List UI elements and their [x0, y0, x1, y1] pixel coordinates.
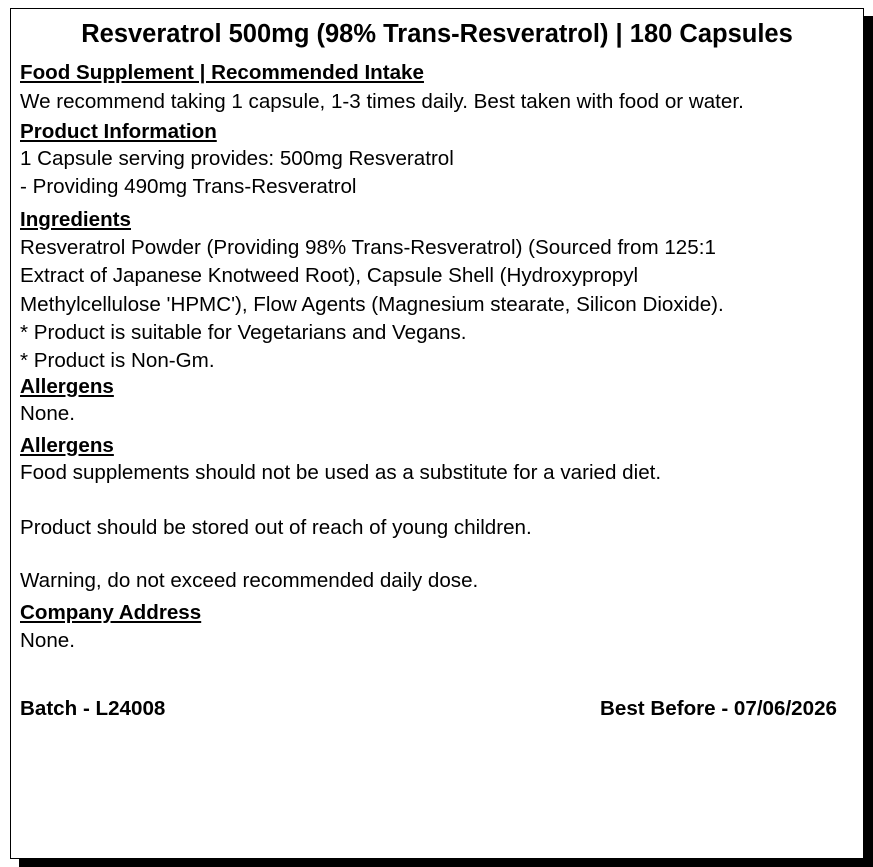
- product-label: [10, 8, 864, 859]
- ingredients-line: Methylcellulose 'HPMC'), Flow Agents (Magnesium stearate, Silicon Dioxide).: [20, 293, 724, 316]
- ingredients-heading: Ingredients: [20, 208, 131, 231]
- ingredients-line: * Product is suitable for Vegetarians and Vegans.: [20, 321, 467, 344]
- allergens-heading: Allergens: [20, 375, 114, 398]
- product-info-line: 1 Capsule serving provides: 500mg Resveratrol: [20, 147, 454, 170]
- warnings-heading: Allergens: [20, 434, 114, 457]
- warning-line: Product should be stored out of reach of young children.: [20, 516, 532, 539]
- intake-text: We recommend taking 1 capsule, 1-3 times daily. Best taken with food or water.: [20, 90, 744, 113]
- label-title: Resveratrol 500mg (98% Trans-Resveratrol) | 180 Capsules: [81, 20, 793, 48]
- warning-line: Food supplements should not be used as a substitute for a varied diet.: [20, 461, 662, 484]
- company-text: None.: [20, 629, 75, 652]
- intake-heading: Food Supplement | Recommended Intake: [20, 61, 424, 84]
- product-info-heading: Product Information: [20, 120, 217, 143]
- batch-number: Batch - L24008: [20, 697, 166, 720]
- ingredients-line: Extract of Japanese Knotweed Root), Capsule Shell (Hydroxypropyl: [20, 264, 639, 287]
- company-heading: Company Address: [20, 601, 202, 624]
- ingredients-line: Resveratrol Powder (Providing 98% Trans-Resveratrol) (Sourced from 125:1: [20, 236, 716, 259]
- ingredients-line: * Product is Non-Gm.: [20, 349, 215, 372]
- allergens-text: None.: [20, 402, 75, 425]
- warning-line: Warning, do not exceed recommended daily dose.: [20, 569, 479, 592]
- product-info-line: - Providing 490mg Trans-Resveratrol: [20, 175, 357, 198]
- best-before-date: Best Before - 07/06/2026: [600, 697, 837, 720]
